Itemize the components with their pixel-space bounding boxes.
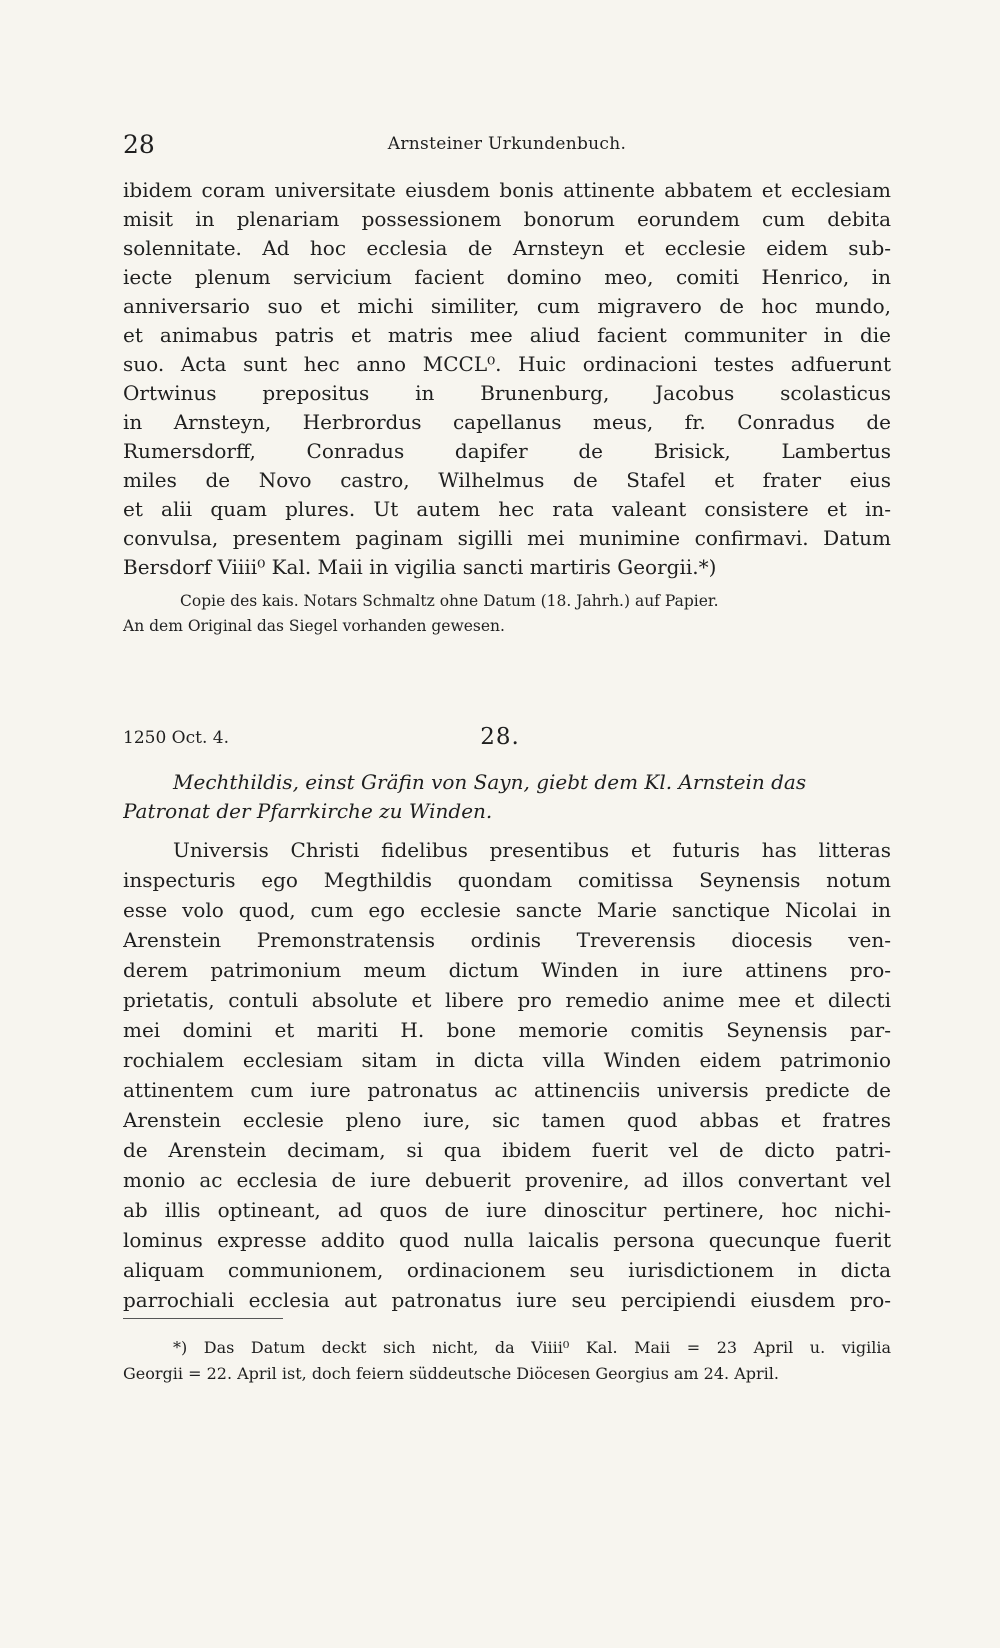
source-note: Copie des kais. Notars Schmaltz ohne Datum (18. Jahrh.) auf Papier. (180, 592, 719, 610)
text-line: prietatis, contuli absolute et libere pro remedio anime mee et dilecti (123, 988, 891, 1012)
text-line: Universis Christi fidelibus presentibus et futuris has litteras (173, 838, 891, 862)
page-header (123, 130, 891, 166)
text-line: aliquam communionem, ordinacionem seu iurisdictionem in dicta (123, 1258, 891, 1282)
document-date: 1250 Oct. 4. (123, 728, 229, 748)
text-line: monio ac ecclesia de iure debuerit provenire, ad illos convertant vel (123, 1168, 891, 1192)
text-line: ibidem coram universitate eiusdem bonis attinente abbatem et ecclesiam (123, 178, 891, 202)
text-line: iecte plenum servicium facient domino meo, comiti Henrico, in (123, 265, 891, 289)
page-number: 28 (123, 130, 155, 159)
text-line: anniversario suo et michi similiter, cum migravero de hoc mundo, (123, 294, 891, 318)
source-note: An dem Original das Siegel vorhanden gewesen. (123, 617, 505, 635)
text-line: suo. Acta sunt hec anno MCCL⁰. Huic ordinacioni testes adfuerunt (123, 352, 891, 376)
footnote-rule (123, 1318, 283, 1319)
text-line: et animabus patris et matris mee aliud facient communiter in die (123, 323, 891, 347)
text-line: Bersdorf Viiii⁰ Kal. Maii in vigilia sancti martiris Georgii.*) (123, 555, 717, 579)
text-line: mei domini et mariti H. bone memorie comitis Seynensis par- (123, 1018, 891, 1042)
text-line: de Arenstein decimam, si qua ibidem fuerit vel de dicto patri- (123, 1138, 891, 1162)
document-title: Patronat der Pfarrkirche zu Winden. (123, 799, 493, 823)
text-line: inspecturis ego Megthildis quondam comitissa Seynensis notum (123, 868, 891, 892)
running-title: Arnsteiner Urkundenbuch. (387, 134, 627, 154)
text-line: et alii quam plures. Ut autem hec rata valeant consistere et in- (123, 497, 891, 521)
text-line: solennitate. Ad hoc ecclesia de Arnsteyn et ecclesie eidem sub- (123, 236, 891, 260)
document-title: Mechthildis, einst Gräfin von Sayn, giebt dem Kl. Arnstein das (173, 770, 807, 794)
text-line: attinentem cum iure patronatus ac attinenciis universis predicte de (123, 1078, 891, 1102)
text-line: convulsa, presentem paginam sigilli mei munimine confirmavi. Datum (123, 526, 891, 550)
text-line: derem patrimonium meum dictum Winden in iure attinens pro- (123, 958, 891, 982)
text-line: esse volo quod, cum ego ecclesie sancte Marie sanctique Nicolai in (123, 898, 891, 922)
text-line: ab illis optineant, ad quos de iure dinoscitur pertinere, hoc nichi- (123, 1198, 891, 1222)
footnote-line: *) Das Datum deckt sich nicht, da Viiii⁰ Kal. Maii = 23 April u. vigilia (173, 1338, 891, 1357)
text-line: Arenstein ecclesie pleno iure, sic tamen quod abbas et fratres (123, 1108, 891, 1132)
document-number: 28. (480, 724, 520, 750)
text-line: in Arnsteyn, Herbrordus capellanus meus, fr. Conradus de (123, 410, 891, 434)
text-line: parrochiali ecclesia aut patronatus iure seu percipiendi eiusdem pro- (123, 1288, 891, 1312)
text-line: Ortwinus prepositus in Brunenburg, Jacobus scolasticus (123, 381, 891, 405)
text-line: misit in plenariam possessionem bonorum eorundem cum debita (123, 207, 891, 231)
text-line: lominus expresse addito quod nulla laicalis persona quecunque fuerit (123, 1228, 891, 1252)
footnote-line: Georgii = 22. April ist, doch feiern süddeutsche Diöcesen Georgius am 24. April. (123, 1364, 779, 1383)
text-line: Arenstein Premonstratensis ordinis Treverensis diocesis ven- (123, 928, 891, 952)
text-line: miles de Novo castro, Wilhelmus de Stafel et frater eius (123, 468, 891, 492)
text-line: Rumersdorff, Conradus dapifer de Brisick, Lambertus (123, 439, 891, 463)
text-line: rochialem ecclesiam sitam in dicta villa Winden eidem patrimonio (123, 1048, 891, 1072)
